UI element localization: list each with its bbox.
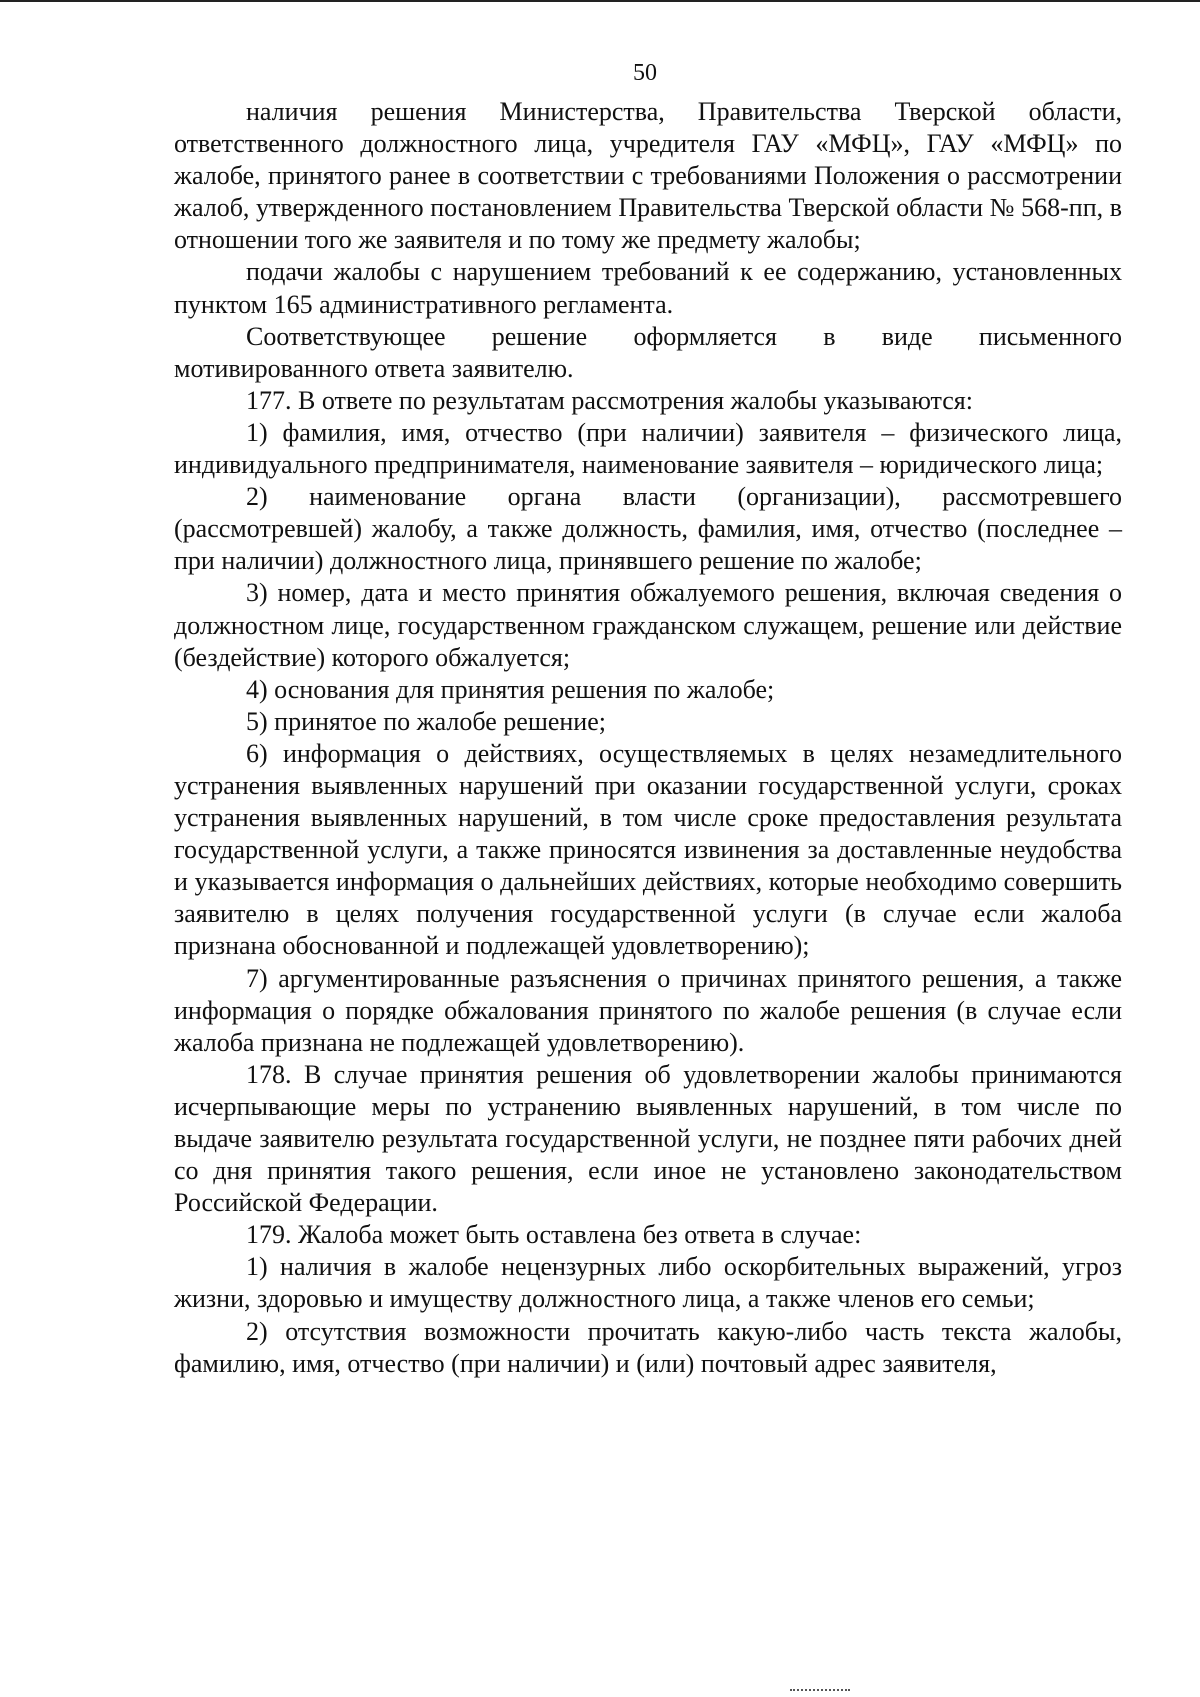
paragraph-177-item-2: 2) наименование органа власти (организации), рассмотревшего (рассмотревшей) жалобу, а также должность, фамилия, имя, отчество (последнее – при наличии) должностного лица, принявшего решение по жалобе; xyxy=(174,482,1122,576)
document-body xyxy=(174,96,1122,1380)
scan-artifact-mark xyxy=(790,1689,850,1694)
paragraph-177-item-7: 7) аргументированные разъяснения о причинах принятого решения, а также информация о порядке обжалования принятого по жалобе решения (в случае если жалоба признана не подлежащей удовлетворению). xyxy=(174,963,1122,1057)
paragraph-179-heading: 179. Жалоба может быть оставлена без ответа в случае: xyxy=(246,1220,862,1250)
paragraph-179-item-1: 1) наличия в жалобе нецензурных либо оскорбительных выражений, угроз жизни, здоровью и имуществу должностного лица, а также членов его семьи; xyxy=(174,1252,1122,1314)
paragraph-177-item-5: 5) принятое по жалобе решение; xyxy=(246,706,606,736)
paragraph-continuation-reasons: наличия решения Министерства, Правительства Тверской области, ответственного должностного лица, учредителя ГАУ «МФЦ», ГАУ «МФЦ» по жалобе, принятого ранее в соответствии с требованиями Положения о рассмотрении жалоб, утвержденного постановлением Правительства Тверской области № 568-пп, в отношении того же заявителя и по тому же предмету жалобы; xyxy=(174,97,1122,255)
paragraph-177-item-4: 4) основания для принятия решения по жалобе; xyxy=(246,674,775,704)
top-border-line xyxy=(0,0,1200,2)
paragraph-177-item-3: 3) номер, дата и место принятия обжалуемого решения, включая сведения о должностном лице, государственном гражданском служащем, решение или действие (бездействие) которого обжалуется; xyxy=(174,578,1122,672)
paragraph-177-heading: 177. В ответе по результатам рассмотрения жалобы указываются: xyxy=(246,385,973,415)
paragraph-177-item-6: 6) информация о действиях, осуществляемых в целях незамедлительного устранения выявленных нарушений при оказании государственной услуги, сроках устранения выявленных нарушений, в том числе сроке предоставления результата государственной услуги, а также приносятся извинения за доставленные неудобства и указывается информация о дальнейших действиях, которые необходимо совершить заявителю в целях получения государственной услуги (в случае если жалоба признана обоснованной и подлежащей удовлетворению); xyxy=(174,738,1122,961)
paragraph-178: 178. В случае принятия решения об удовлетворении жалобы принимаются исчерпывающие меры по устранению выявленных нарушений, в том числе по выдаче заявителю результата государственной услуги, не позднее пяти рабочих дней со дня принятия такого решения, если иное не установлено законодательством Российской Федерации. xyxy=(174,1059,1122,1218)
paragraph-written-answer: Соответствующее решение оформляется в виде письменного мотивированного ответа заявителю. xyxy=(174,321,1122,383)
paragraph-filing-violation: подачи жалобы с нарушением требований к ее содержанию, установленных пунктом 165 административного регламента. xyxy=(174,257,1122,319)
paragraph-179-item-2: 2) отсутствия возможности прочитать какую-либо часть текста жалобы, фамилию, имя, отчество (при наличии) и (или) почтовый адрес заявителя, xyxy=(174,1316,1122,1378)
page-number: 50 xyxy=(633,60,657,86)
paragraph-177-item-1: 1) фамилия, имя, отчество (при наличии) заявителя – физического лица, индивидуального предпринимателя, наименование заявителя – юридического лица; xyxy=(174,417,1122,480)
